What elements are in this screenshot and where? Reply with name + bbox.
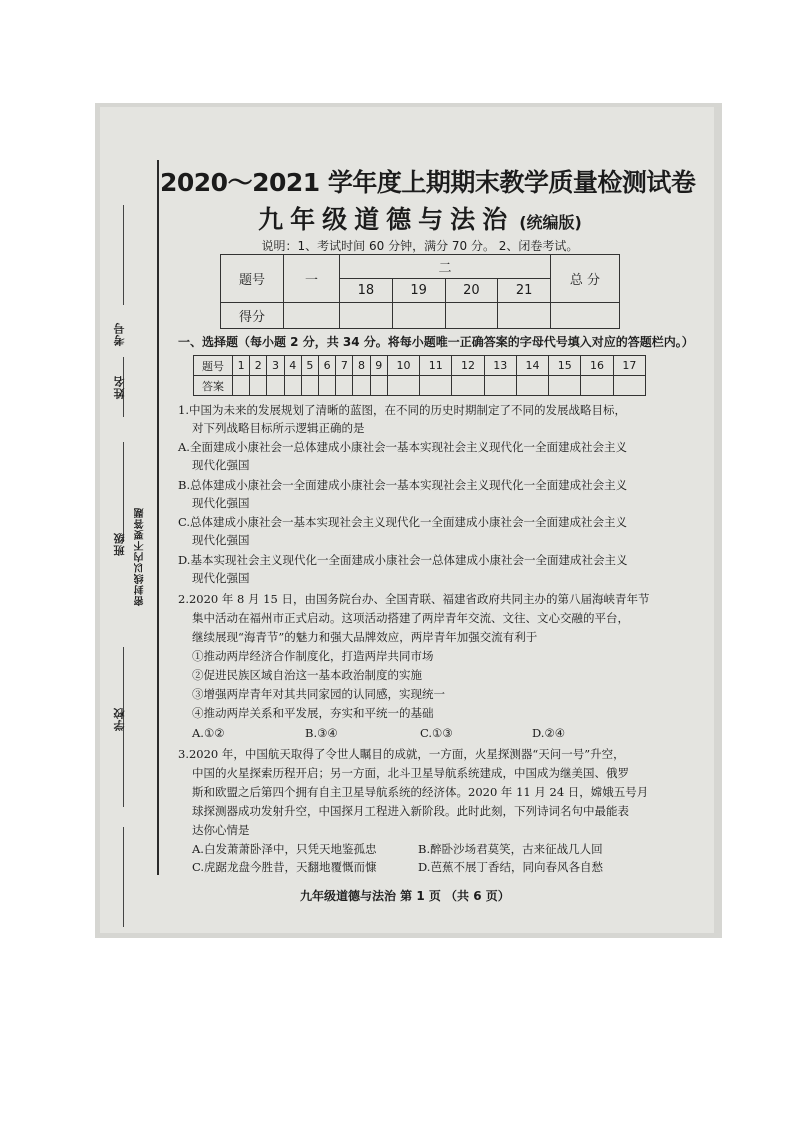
q1-option-a: A.全面建成小康社会一总体建成小康社会一基本实现社会主义现代化一全面建成社会主义: [178, 440, 627, 454]
answer-grid-number: 1: [233, 356, 250, 376]
score-q20: 20: [445, 279, 498, 303]
q1-option-d: D.基本实现社会主义现代化一全面建成小康社会一总体建成小康社会一全面建成社会主义: [178, 553, 628, 567]
answer-grid-number: 3: [267, 356, 284, 376]
q2-option-c: C.①③: [420, 726, 453, 740]
answer-cell: [250, 376, 267, 396]
q3-stem-line2: 中国的火星探索历程开启；另一方面，北斗卫星导航系统建成，中国成为继美国、俄罗: [192, 766, 629, 780]
answer-cell: [549, 376, 581, 396]
q3-stem-line3: 斯和欧盟之后第四个拥有自主卫星导航系统的经济体。2020 年 11 月 24 日，嫦娥五号月: [192, 785, 649, 799]
score-row-label: 得分: [221, 303, 284, 329]
q1-option-c-cont: 现代化强国: [192, 533, 250, 547]
score-q19: 19: [392, 279, 445, 303]
answer-grid-number: 2: [250, 356, 267, 376]
score-cell: [498, 303, 551, 329]
q2-option-b: B.③④: [305, 726, 338, 740]
answer-grid-number: 4: [284, 356, 301, 376]
answer-grid-number: 5: [301, 356, 318, 376]
score-col-label: 题号: [221, 255, 284, 303]
answer-cell: [613, 376, 645, 396]
answer-cell: [284, 376, 301, 396]
q2-item-4: ④推动两岸关系和平发展，夯实和平统一的基础: [192, 706, 434, 720]
answer-grid-number: 15: [549, 356, 581, 376]
q1-stem: 1.中国为未来的发展规划了清晰的蓝图，在不同的历史时期制定了不同的发展战略目标，: [178, 403, 626, 417]
q3-option-c: C.虎踞龙盘今胜昔，天翻地覆慨而慷: [192, 860, 377, 874]
answer-grid-number: 11: [420, 356, 452, 376]
score-cell: [445, 303, 498, 329]
binding-margin: [100, 107, 158, 933]
score-part2: 二: [340, 255, 551, 279]
answer-cell: [319, 376, 336, 396]
q3-stem-line5: 达你心情是: [192, 823, 250, 837]
answer-cell: [452, 376, 484, 396]
answer-cell: [516, 376, 548, 396]
q2-stem-line2: 集中活动在福州市正式启动。这项活动搭建了两岸青年交流、文往、文心交融的平台，: [192, 611, 629, 625]
answer-cell: [581, 376, 613, 396]
edition-label: (统编版): [519, 213, 582, 232]
score-q18: 18: [340, 279, 393, 303]
answer-grid-number: 8: [353, 356, 370, 376]
school-label: 学校: [113, 707, 126, 731]
score-cell: [392, 303, 445, 329]
q2-stem-line3: 继续展现“海青节”的魅力和强大品牌效应，两岸青年加强交流有利于: [192, 630, 538, 644]
answer-grid-number: 17: [613, 356, 645, 376]
answer-grid-number: 16: [581, 356, 613, 376]
exam-subtitle: [160, 200, 680, 236]
margin-line-bottom: [123, 827, 124, 927]
score-total-label: 总 分: [551, 255, 620, 303]
score-table: [220, 254, 620, 329]
q1-stem-cont: 对下列战略目标所示逻辑正确的是: [192, 421, 365, 435]
q3-stem: 3.2020 年，中国航天取得了令世人瞩目的成就，一方面，火星探测器“天问一号”升空，: [178, 747, 625, 761]
answer-cell: [420, 376, 452, 396]
binding-line: [157, 160, 159, 875]
answer-cell: [301, 376, 318, 396]
score-q21: 21: [498, 279, 551, 303]
page-footer: 九年级道德与法治 第 1 页 （共 6 页）: [300, 889, 510, 903]
q1-option-c: C.总体建成小康社会一基本实现社会主义现代化一全面建成小康社会一全面建成社会主义: [178, 515, 628, 529]
answer-cell: [336, 376, 353, 396]
answer-grid-row-label: 题号: [194, 356, 233, 376]
q2-option-d: D.②④: [532, 726, 566, 740]
answer-cell: [387, 376, 419, 396]
score-cell: [551, 303, 620, 329]
q2-option-a: A.①②: [192, 726, 225, 740]
name-label: 姓名: [113, 375, 126, 399]
q1-option-a-cont: 现代化强国: [192, 458, 250, 472]
fill-line-class: [123, 442, 124, 542]
answer-grid-number: 14: [516, 356, 548, 376]
q1-option-b-cont: 现代化强国: [192, 496, 250, 510]
answer-grid-number: 6: [319, 356, 336, 376]
answer-cell: [233, 376, 250, 396]
q2-stem: 2.2020 年 8 月 15 日，由国务院台办、全国青联、福建省政府共同主办的第八届海峡青年节: [178, 592, 650, 606]
answer-grid: [193, 355, 646, 396]
answer-cell: [484, 376, 516, 396]
subject-title: 九年级道德与法治: [258, 205, 515, 234]
q1-option-b: B.总体建成小康社会一全面建成小康社会一基本实现社会主义现代化一全面建成社会主义: [178, 478, 628, 492]
q3-option-d: D.芭蕉不展丁香结，同向春风各自愁: [418, 860, 603, 874]
q3-stem-line4: 球探测器成功发射升空，中国探月工程进入新阶段。此时此刻，下列诗词名句中最能表: [192, 804, 629, 818]
section1-heading: 一、选择题（每小题 2 分，共 34 分。将每小题唯一正确答案的字母代号填入对应的答题栏内。）: [178, 335, 694, 349]
exam-title: 2020～2021 学年度上期期末教学质量检测试卷: [160, 168, 696, 197]
no-answer-warning: 密封线以内不要答题: [135, 507, 146, 606]
fill-line-exam-no: [123, 205, 124, 305]
answer-grid-answer-label: 答案: [194, 376, 233, 396]
exam-notes: 说明：1、考试时间 60 分钟，满分 70 分。 2、闭卷考试。: [261, 239, 579, 253]
answer-cell: [370, 376, 387, 396]
class-label: 班级: [113, 532, 126, 556]
score-cell: [340, 303, 393, 329]
q2-item-1: ①推动两岸经济合作制度化，打造两岸共同市场: [192, 649, 434, 663]
answer-cell: [353, 376, 370, 396]
score-part1: 一: [284, 255, 340, 303]
score-cell: [284, 303, 340, 329]
q2-item-3: ③增强两岸青年对其共同家园的认同感，实现统一: [192, 687, 445, 701]
q3-option-b: B.醉卧沙场君莫笑，古来征战几人回: [418, 842, 603, 856]
answer-cell: [267, 376, 284, 396]
q1-option-d-cont: 现代化强国: [192, 571, 250, 585]
q2-item-2: ②促进民族区域自治这一基本政治制度的实施: [192, 668, 422, 682]
answer-grid-number: 7: [336, 356, 353, 376]
q3-option-a: A.白发萧萧卧泽中，只凭天地鉴孤忠: [192, 842, 377, 856]
answer-grid-number: 10: [387, 356, 419, 376]
answer-grid-number: 9: [370, 356, 387, 376]
answer-grid-number: 12: [452, 356, 484, 376]
answer-grid-number: 13: [484, 356, 516, 376]
exam-no-label: 考号: [113, 322, 126, 346]
